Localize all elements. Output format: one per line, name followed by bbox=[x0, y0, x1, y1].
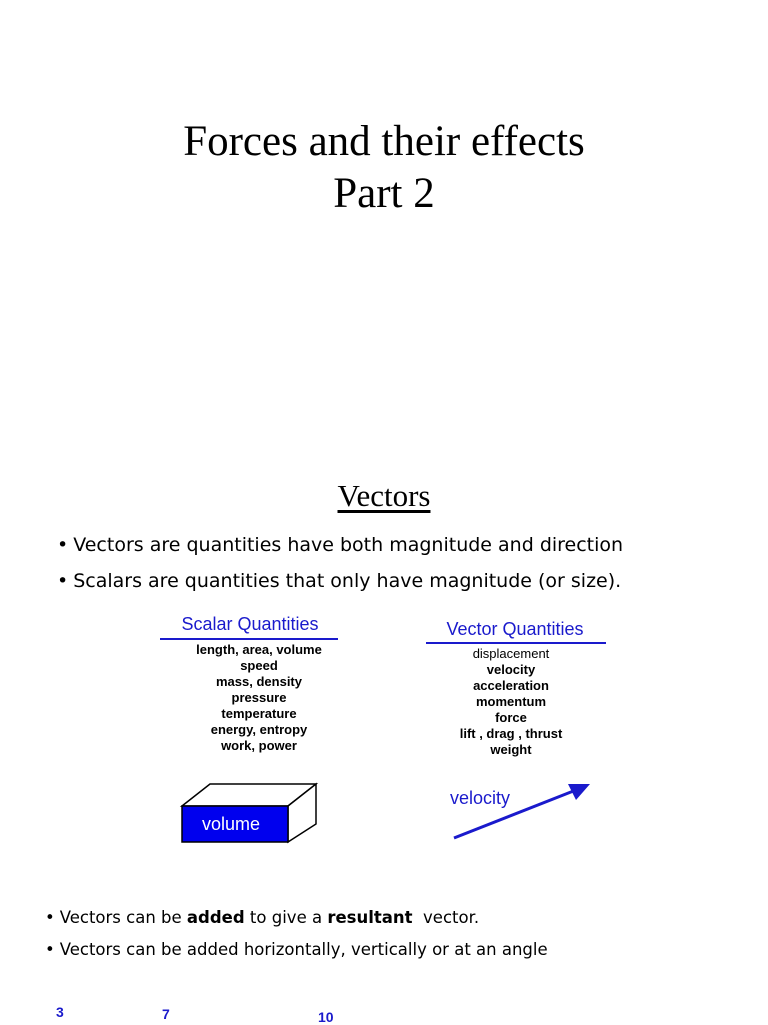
bullet-text: Vectors can be added horizontally, vertically or at an angle bbox=[59, 940, 548, 959]
list-item: displacement bbox=[472, 646, 550, 661]
list-item: speed bbox=[240, 658, 278, 673]
bullet-text: Scalars are quantities that only have magnitude (or size). bbox=[73, 570, 622, 592]
volume-box-illustration bbox=[176, 778, 322, 846]
bullet-dot: • bbox=[45, 940, 55, 959]
list-item: temperature bbox=[221, 706, 297, 721]
section-heading: Vectors bbox=[337, 478, 431, 513]
list-item: mass, density bbox=[216, 674, 302, 689]
list-item: pressure bbox=[231, 690, 287, 705]
list-item: weight bbox=[490, 742, 532, 757]
number-label-7: 7 bbox=[162, 1006, 170, 1022]
bullet-vectors-directions bbox=[45, 940, 548, 959]
bullet-dot: • bbox=[57, 570, 69, 592]
title-line-1: Forces and their effects bbox=[183, 118, 585, 165]
bullet-vectors-added bbox=[45, 908, 479, 927]
scalar-heading-rule bbox=[160, 638, 338, 640]
bullet-text-post: vector. bbox=[412, 908, 480, 927]
bullet-text: Vectors are quantities have both magnitude and direction bbox=[73, 534, 624, 556]
list-item: force bbox=[495, 710, 527, 725]
vector-quantities-heading: Vector Quantities bbox=[446, 619, 584, 639]
bullet-dot: • bbox=[45, 908, 55, 927]
list-item: energy, entropy bbox=[210, 722, 308, 737]
list-item: momentum bbox=[475, 694, 547, 709]
bullet-text-pre: Vectors can be bbox=[59, 908, 187, 927]
vector-quantities-list bbox=[410, 646, 612, 758]
list-item: work, power bbox=[221, 738, 297, 753]
bullet-scalars-definition bbox=[57, 570, 621, 592]
list-item: velocity bbox=[486, 662, 536, 677]
velocity-arrow-label: velocity bbox=[450, 788, 511, 808]
bullet-dot: • bbox=[57, 534, 69, 556]
title-line-2: Part 2 bbox=[333, 170, 435, 217]
bullet-bold-added: added bbox=[186, 908, 245, 927]
number-label-10: 10 bbox=[318, 1009, 334, 1025]
scalar-quantities-heading: Scalar Quantities bbox=[181, 614, 319, 634]
bullet-text-mid: to give a bbox=[244, 908, 328, 927]
list-item: length, area, volume bbox=[196, 642, 322, 657]
list-item: acceleration bbox=[473, 678, 549, 693]
list-item: lift , drag , thrust bbox=[459, 726, 563, 741]
volume-box-label: volume bbox=[201, 814, 261, 834]
velocity-arrow-illustration bbox=[444, 778, 594, 844]
bullet-bold-resultant: resultant bbox=[327, 908, 413, 927]
vector-heading-rule bbox=[426, 642, 606, 644]
scalar-quantities-list bbox=[150, 642, 368, 754]
number-label-3: 3 bbox=[56, 1004, 64, 1020]
bullet-vectors-definition bbox=[57, 534, 623, 556]
